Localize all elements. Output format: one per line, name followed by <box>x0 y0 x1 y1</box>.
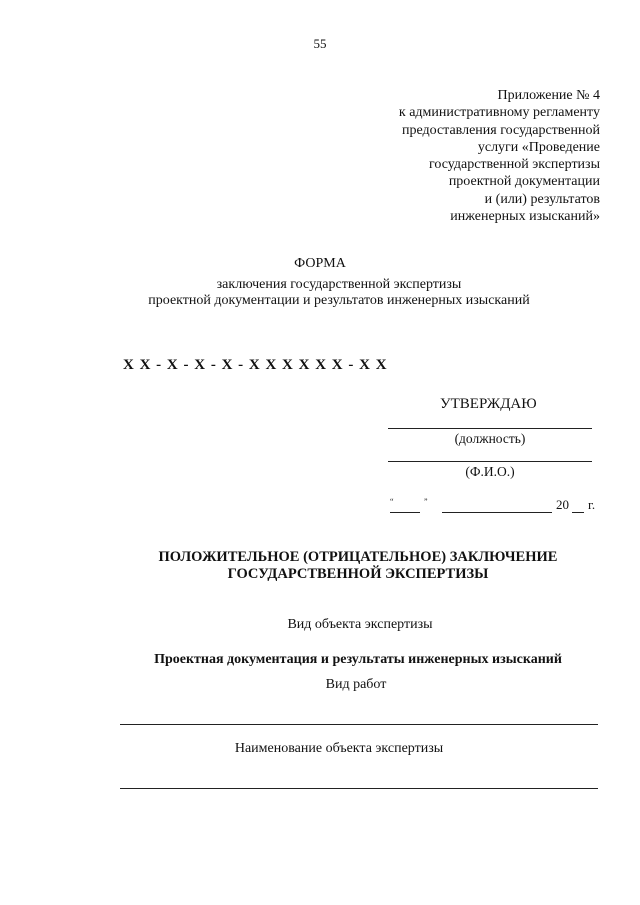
open-quote: “ <box>390 497 394 506</box>
conclusion-title-line: ПОЛОЖИТЕЛЬНОЕ (ОТРИЦАТЕЛЬНОЕ) ЗАКЛЮЧЕНИЕ <box>158 549 558 565</box>
approval-heading: УТВЕРЖДАЮ <box>440 396 537 412</box>
name-caption: (Ф.И.О.) <box>465 464 515 479</box>
object-type-value: Проектная документация и результаты инженерных изысканий <box>154 652 562 667</box>
year-prefix: 20 <box>556 497 569 512</box>
month-line <box>442 512 552 513</box>
registration-code: X X - X - X - X - X X X X X X - X X <box>123 357 388 373</box>
conclusion-title <box>0 549 640 583</box>
approval-date <box>386 497 601 515</box>
page-number: 55 <box>313 36 327 51</box>
work-type-line <box>120 724 598 725</box>
object-name-line <box>120 788 598 789</box>
form-subtitle-line: проектной документации и результатов инженерных изысканий <box>148 293 530 308</box>
appendix-line: государственной экспертизы <box>428 157 600 173</box>
year-line <box>572 512 584 513</box>
appendix-line: Приложение № 4 <box>497 88 600 103</box>
day-line <box>390 512 420 513</box>
appendix-line: и (или) результатов <box>484 191 600 207</box>
name-line <box>388 461 592 462</box>
year-suffix: г. <box>588 497 596 512</box>
close-quote: ” <box>424 497 428 506</box>
object-type-label: Вид объекта экспертизы <box>287 617 433 632</box>
appendix-line: к административному регламенту <box>398 105 600 121</box>
position-caption: (должность) <box>454 431 526 446</box>
appendix-line: проектной документации <box>448 174 600 190</box>
object-name-label: Наименование объекта экспертизы <box>234 741 444 756</box>
conclusion-title-line: ГОСУДАРСТВЕННОЙ ЭКСПЕРТИЗЫ <box>227 566 489 582</box>
work-type-label: Вид работ <box>325 677 387 692</box>
form-title: ФОРМА <box>294 256 346 271</box>
position-line <box>388 428 592 429</box>
form-subtitle-line: заключения государственной экспертизы <box>216 277 462 292</box>
appendix-line: инженерных изысканий» <box>450 209 600 225</box>
appendix-line: услуги «Проведение <box>477 139 600 155</box>
appendix-note <box>300 87 600 225</box>
appendix-line: предоставления государственной <box>401 122 600 138</box>
